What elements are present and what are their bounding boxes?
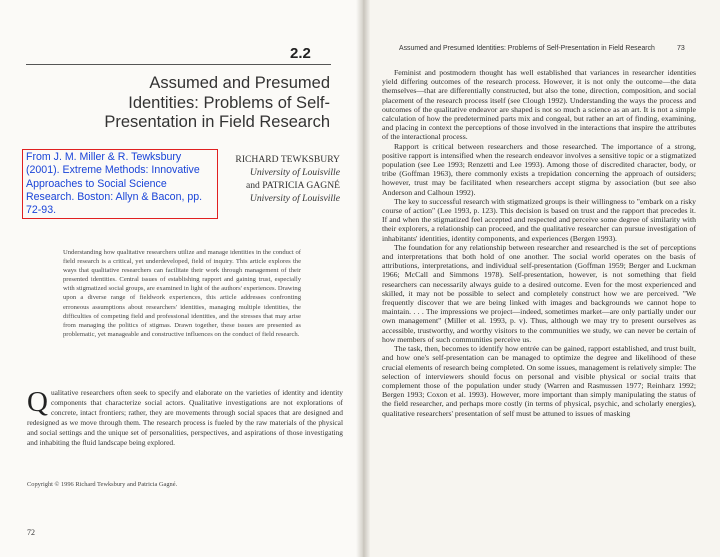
article-title	[30, 74, 330, 133]
running-head: Assumed and Presumed Identities: Problems of Self-Presentation in Field Research	[399, 45, 655, 52]
author-block	[222, 153, 340, 205]
citation-note: From J. M. Miller & R. Tewksbury (2001). Extreme Methods: Innovative Approaches to Social Science Research. Boston: Allyn & Bacon, pp. 72-93.	[22, 149, 218, 219]
book-gutter	[356, 0, 370, 557]
body-paragraph: Rapport is critical between researchers and those researched. The importance of a strong, positive rapport is intensified when the research endeavor involves a sensitive topic or a stigmatized population (see Lee 1993; Renzetti and Lee 1993). Among those of discredited character, body, or tribe (Goffman 1963), there commonly exists a trepidation concerning the approach of outsiders; however, trust may be facilitated when researchers accept stigma by association (but see also Anderson and Calhoun 1992).	[382, 141, 696, 197]
right-page-body	[382, 68, 696, 418]
article-title-line: Assumed and Presumed	[149, 74, 330, 92]
author-affiliation: University of Louisville	[249, 167, 340, 178]
body-paragraph: The key to successful research with stigmatized groups is their willingness to "embark on a risky course of action" (Lee 1993, p. 123). This decision is based on trust and the rapport that precedes it. If and when the stigmatized feel accepted and respected and perceive some degree of similarity with their explorers, a relationship can proceed, and the qualitative researcher can pursue investigation of inhabitants' identities, identity components, and experiences (Bergen 1993).	[382, 196, 696, 243]
chapter-number: 2.2	[290, 45, 311, 62]
article-title-line: Presentation in Field Research	[104, 113, 330, 131]
body-paragraph: The foundation for any relationship between researcher and researched is the set of perceptions and interpretations that both hold of one another. The social world operates on the basis of attributions, interpretations, and individual self-presentation (Goffman 1959; Berger and Luckman 1966; McCall and Simmons 1978). Self-presentation, however, is not something that field researchers can necessarily always guide to a desired outcome. Even for the most experienced and skilled, it may not be possible to select and completely construct how we are perceived. "We frequently discover that we are being linked with images and backgrounds we cannot hope to maintain. . . . The impressions we project—indeed, sometimes market—are only partially under our own management" (Miller et al. 1993, p. v). Thus, although we may try to present ourselves as accessible, trustworthy, and worthy visitors to the communities we study, we can never be certain of how members of such communities perceive us.	[382, 242, 696, 344]
author-affiliation: University of Louisville	[249, 193, 340, 204]
drop-cap: Q	[27, 386, 48, 418]
page-number-left: 72	[27, 528, 35, 537]
abstract: Understanding how qualitative researchers utilize and manage identities in the conduct of field research is a critical, yet underdeveloped, field of inquiry. This article explores the ways that qualitative researchers can facilitate their work through management of their presented identities. Central issues of establishing rapport and gaining trust, especially with stigmatized social groups, are examined in light of the authors' experiences. Drawing upon a diverse range of fieldwork experiences, this article addresses confronting erroneous assumptions about researchers' identities, managing multiple identities, the difficulties of competing field and professional identities, and the stresses that may arise from managing the politics of stigmas. Drawn together, these issues are presented as problematic, yet manageable and constructive influences on the conduct of field research.	[63, 249, 301, 338]
opening-text: ualitative researchers often seek to specify and elaborate on the varieties of identity and identity components that characterize social actors. Qualitative investigations are not explorations of concrete, intact frontiers; rather, they are movements through social spaces that are designed and redesigned as we move through them. The research process is fueled by the raw materials of the physical and social settings and the unique set of personalities, perspectives, and aspirations of those investigating and inhabiting the fluid landscape being explored.	[27, 388, 343, 448]
body-paragraph: Feminist and postmodern thought has well established that variances in researcher identities yield differing outcomes of the research process. However, it is not only the outcome—the data themselves—that are differentially constructed, but also the tone, direction, composition, and social placement of the research process itself (see Clough 1992). Understanding the ways the process and outcomes of the qualitative endeavor are shaped is not so much a science as an art. It is not a simple calculation of how the predetermined parts mix and congeal, but rather an art of finding, examining, and placing in context the perceptions of those involved in the interactions that inspire the attributes of the interactional process.	[382, 68, 696, 142]
copyright-line: Copyright © 1996 Richard Tewksbury and Patricia Gagné.	[27, 481, 178, 488]
author-name: and PATRICIA GAGNÉ	[246, 180, 340, 191]
opening-paragraph	[27, 388, 343, 449]
article-title-line: Identities: Problems of Self-	[128, 93, 330, 112]
page-number-right: 73	[677, 45, 685, 52]
chapter-rule	[26, 64, 331, 65]
author-name: RICHARD TEWKSBURY	[235, 154, 340, 165]
body-paragraph: The task, then, becomes to identify how entrée can be gained, rapport established, and trust built, and how one's self-presentation can be managed to optimize the degree and likelihood of these crucial elements of research being completed. On some issues, management is relatively simple: The selection of interviewers should focus on personal and visible physical or social traits that complement those of the population under study (Warren and Rasmussen 1977; Reinharz 1992; Bergen 1993; Coxon et al. 1993). However, more important than simply manipulating the status of the field researcher, and perhaps more costly (in terms of physical, psychic, and scholarly energies), qualitative researchers' presentation of self must be attuned to issues of masking	[382, 344, 696, 418]
